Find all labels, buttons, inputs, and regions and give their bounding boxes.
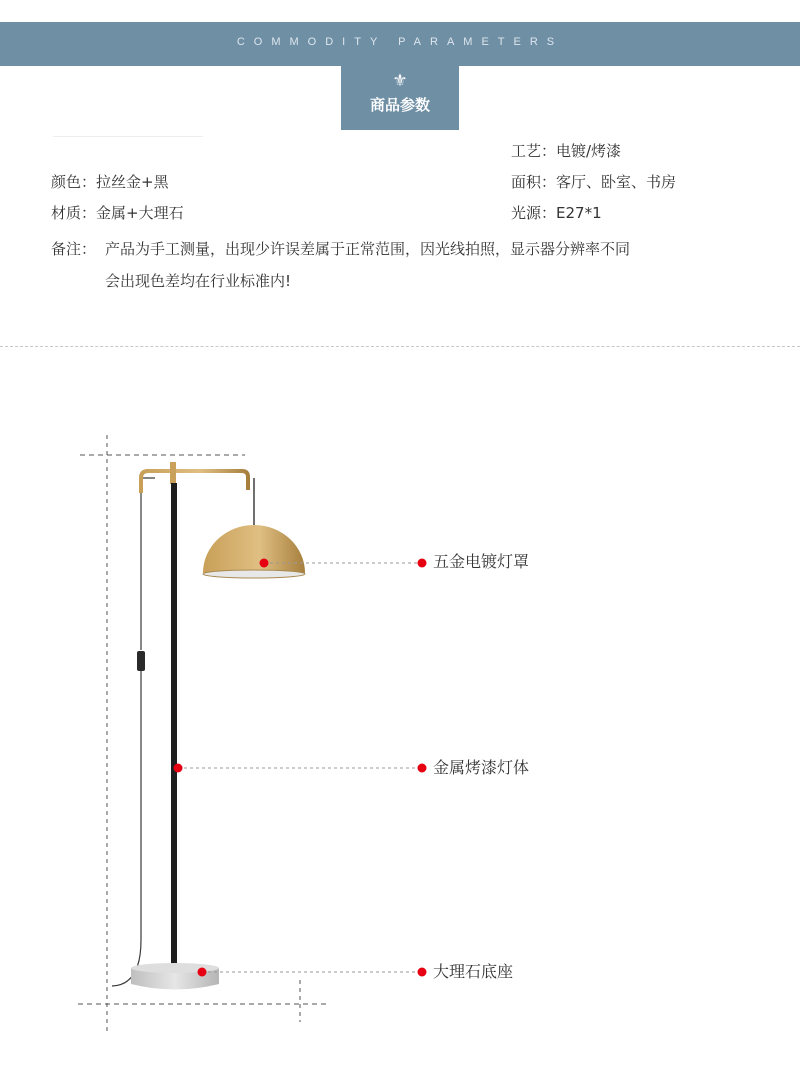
marker-body-end: [418, 764, 427, 773]
arm-joint: [170, 462, 176, 484]
param-material: 材质：金属+大理石: [51, 204, 184, 222]
note-text-line-2: 会出现色差均在行业标准内!: [105, 272, 292, 290]
param-craft: 工艺：电镀/烤漆: [511, 142, 622, 160]
lamp-shade: [203, 525, 305, 573]
marker-shade-end: [418, 559, 427, 568]
fleur-de-lis-icon: ⚜: [392, 71, 408, 91]
callout-leaders: [178, 563, 420, 972]
lamp-pole: [171, 483, 177, 971]
power-cord: [141, 478, 155, 650]
callout-shade: 五金电镀灯罩: [433, 552, 530, 571]
callout-body: 金属烤漆灯体: [433, 758, 530, 777]
section-title: 商品参数: [369, 96, 430, 114]
marker-base-start: [198, 968, 207, 977]
note-label: 备注：: [51, 240, 97, 258]
param-light-source: 光源：E27*1: [511, 204, 602, 222]
cord-switch: [137, 651, 145, 671]
power-cord-lower: [112, 671, 141, 986]
param-color: 颜色：拉丝金+黑: [51, 173, 169, 191]
dimension-lines: [78, 435, 330, 1035]
marker-body-start: [174, 764, 183, 773]
lamp-shade-rim: [203, 570, 305, 578]
banner-title: COMMODITY PARAMETERS: [236, 36, 564, 48]
marker-base-end: [418, 968, 427, 977]
callout-base: 大理石底座: [433, 962, 514, 981]
lamp-arm: [141, 471, 248, 493]
param-area: 面积：客厅、卧室、书房: [511, 173, 677, 191]
marker-shade-start: [260, 559, 269, 568]
note-text-line-1: 产品为手工测量，出现少许误差属于正常范围，因光线拍照，显示器分辨率不同: [105, 240, 631, 258]
